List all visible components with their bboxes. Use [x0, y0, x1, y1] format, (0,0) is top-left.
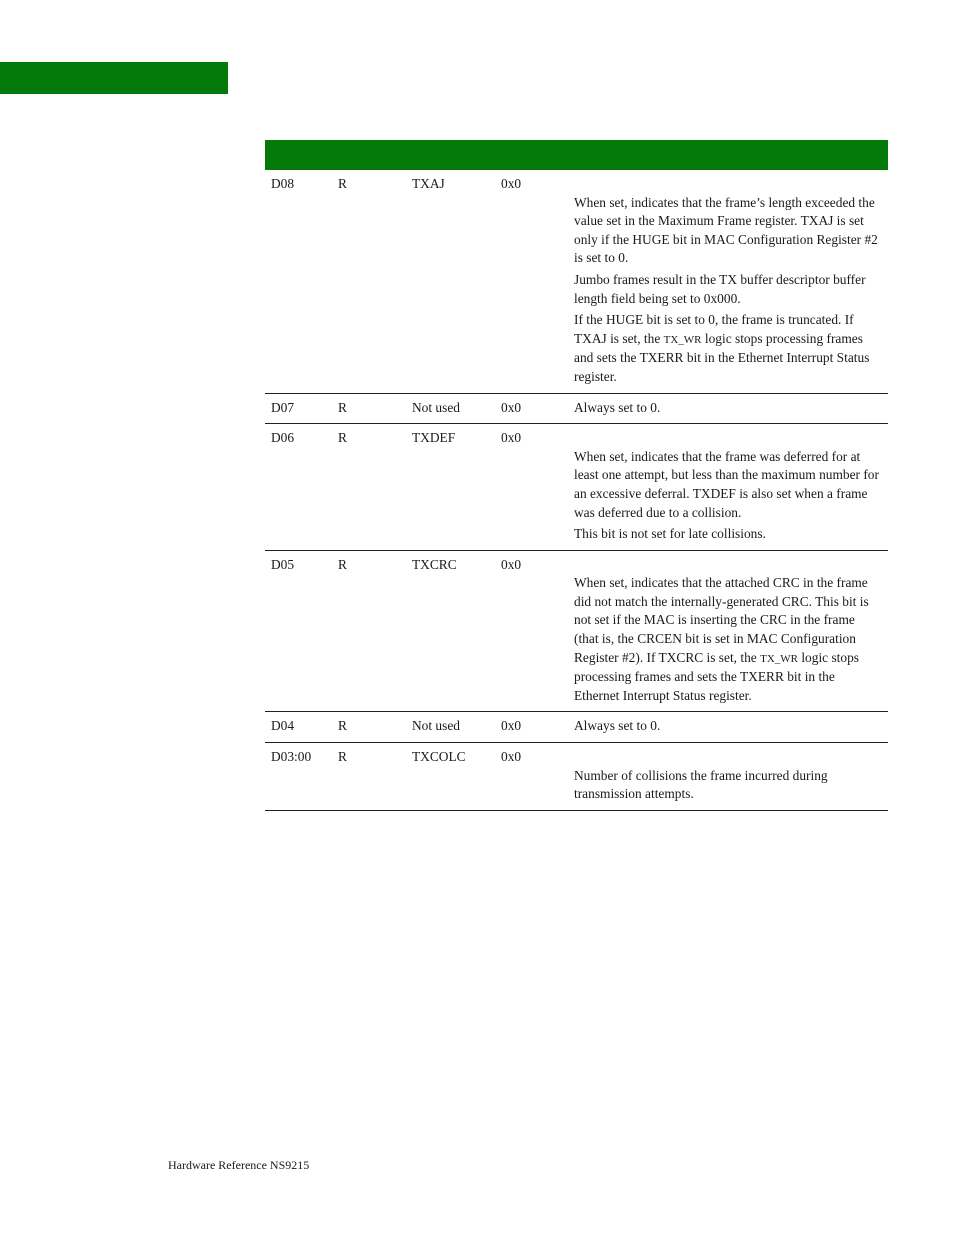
bits-cell: D03:00	[265, 743, 338, 811]
reset-cell: 0x0	[501, 550, 574, 712]
bits-cell: D04	[265, 712, 338, 743]
mnemonic-cell: TXCRC	[412, 550, 501, 712]
bits-cell: D06	[265, 424, 338, 551]
description-cell: Always set to 0.	[574, 712, 888, 743]
description-text: logic stops processing frames and sets the TXERR bit in the Ethernet Interrupt Status register.	[574, 649, 859, 703]
mnemonic-cell: TXCOLC	[412, 743, 501, 811]
signal-name: TX_WR	[663, 333, 702, 346]
mnemonic-cell: TXAJ	[412, 170, 501, 393]
header-cell-description	[574, 140, 888, 170]
header-color-bar	[0, 62, 228, 94]
description-cell	[574, 743, 888, 811]
access-cell: R	[338, 424, 412, 551]
mnemonic-cell: TXDEF	[412, 424, 501, 551]
description-paragraph: Jumbo frames result in the TX buffer descriptor buffer length field being set to 0x000.	[574, 271, 866, 306]
access-cell: R	[338, 170, 412, 393]
description-cell	[574, 424, 888, 551]
bits-cell: D08	[265, 170, 338, 393]
table-row	[265, 393, 888, 424]
description-text: If the HUGE bit is set to 0, the frame is truncated. If TXAJ is set, the	[574, 312, 854, 346]
description-spacer	[574, 556, 880, 575]
signal-name: TX_WR	[760, 652, 798, 665]
header-cell-reset	[501, 140, 574, 170]
header-cell-mnemonic	[412, 140, 501, 170]
table-row	[265, 550, 888, 712]
reset-cell: 0x0	[501, 712, 574, 743]
mnemonic-cell: Not used	[412, 712, 501, 743]
page-footer: Hardware Reference NS9215	[168, 1158, 310, 1172]
bits-cell: D07	[265, 393, 338, 424]
table-row	[265, 743, 888, 811]
description-paragraph: When set, indicates that the frame was deferred for at least one attempt, but less than the maximum number for an excessive deferral. TXDEF is also set when a frame was deferred due to a collision.	[574, 448, 879, 520]
description-spacer	[574, 748, 880, 767]
description-text: logic stops processing frames and sets the TXERR bit in the Ethernet Interrupt Status register.	[574, 330, 870, 384]
description-cell	[574, 550, 888, 712]
reset-cell: 0x0	[501, 424, 574, 551]
description-paragraph: This bit is not set for late collisions.	[574, 526, 766, 542]
description-cell	[574, 170, 888, 393]
reset-cell: 0x0	[501, 393, 574, 424]
table-header-row	[265, 140, 888, 170]
reset-cell: 0x0	[501, 743, 574, 811]
access-cell: R	[338, 743, 412, 811]
header-cell-bits	[265, 140, 338, 170]
reset-cell: 0x0	[501, 170, 574, 393]
access-cell: R	[338, 712, 412, 743]
table-row	[265, 170, 888, 393]
header-cell-access	[338, 140, 412, 170]
register-bit-table	[265, 140, 888, 811]
bits-cell: D05	[265, 550, 338, 712]
description-spacer	[574, 429, 880, 448]
description-cell: Always set to 0.	[574, 393, 888, 424]
description-paragraph	[574, 574, 880, 705]
description-spacer	[574, 175, 880, 194]
mnemonic-cell: Not used	[412, 393, 501, 424]
access-cell: R	[338, 393, 412, 424]
table-row	[265, 424, 888, 551]
description-paragraph: Number of collisions the frame incurred during transmission attempts.	[574, 767, 828, 802]
table-row	[265, 712, 888, 743]
description-paragraph	[574, 311, 880, 386]
description-text: When set, indicates that the attached CRC in the frame did not match the internally-generated CRC. This bit is not set if the MAC is inserting the CRC in the frame (that is, the CRCEN bit is set in MAC Configuration Register #2). If TXCRC is set, the	[574, 575, 869, 665]
description-paragraph: When set, indicates that the frame’s length exceeded the value set in the Maximum Frame register. TXAJ is set only if the HUGE bit in MAC Configuration Register #2 is set to 0.	[574, 194, 878, 266]
access-cell: R	[338, 550, 412, 712]
